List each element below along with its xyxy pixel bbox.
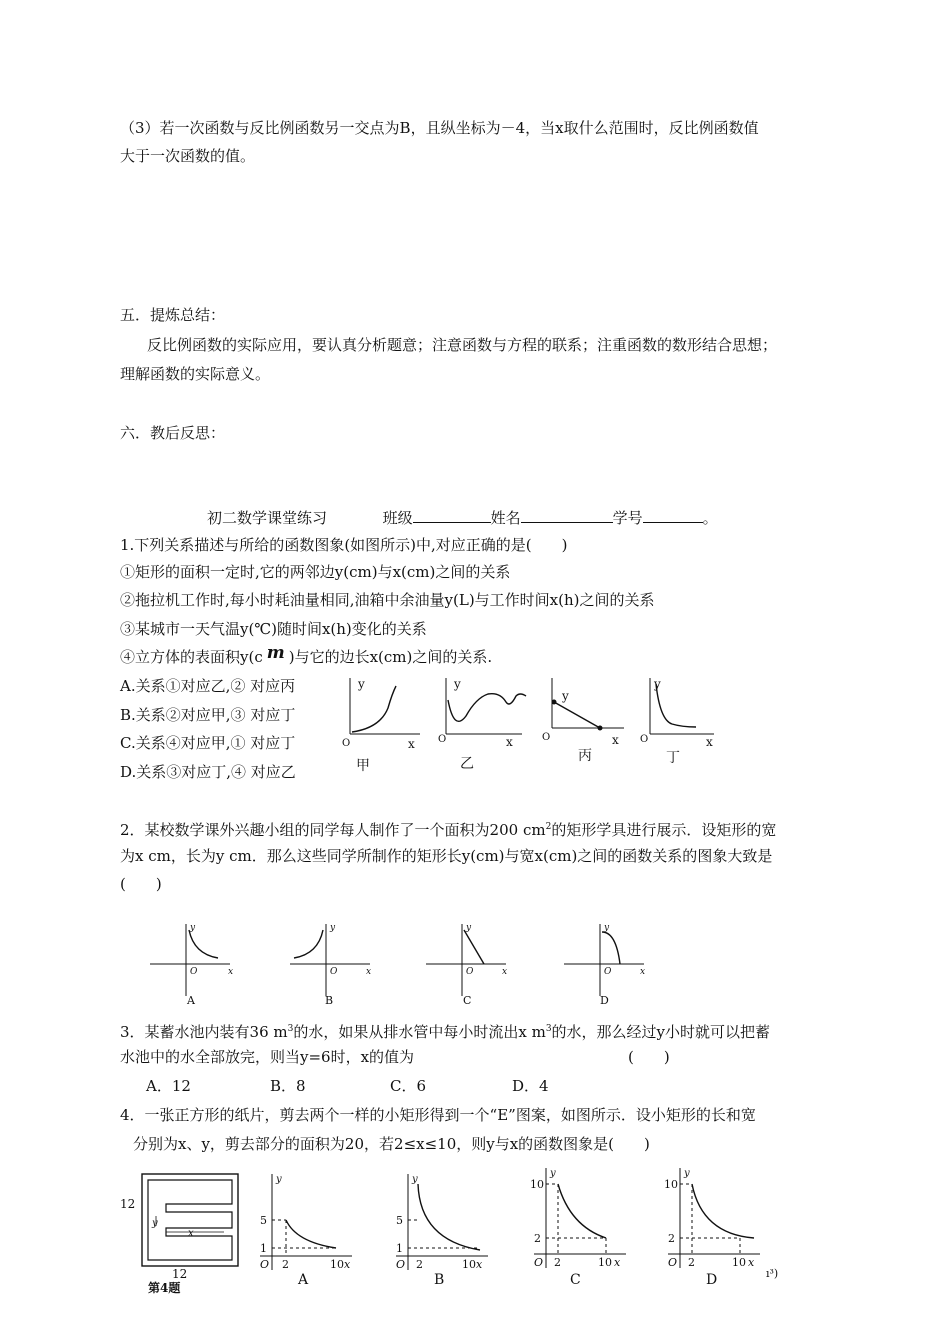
part3-line1: （3）若一次函数与反比例函数另一交点为B，且纵坐标为－4，当x取什么范围时，反比例函数值 xyxy=(120,119,759,137)
q1-item-1: ①矩形的面积一定时,它的两邻边y(cm)与x(cm)之间的关系 xyxy=(120,563,511,581)
q4-graph-a xyxy=(256,1170,356,1290)
x-dim-label: x xyxy=(188,1228,194,1239)
q4-graph-c xyxy=(530,1164,630,1290)
side-label: 12 xyxy=(120,1197,136,1211)
graph-label: 丙 xyxy=(578,748,592,764)
bottom-label: 12 xyxy=(172,1267,188,1281)
curve xyxy=(554,702,600,728)
exercise-title: 初二数学课堂练习 xyxy=(207,509,328,527)
q3-option-c[interactable]: C．6 xyxy=(390,1077,427,1095)
origin-label: O xyxy=(342,738,351,749)
section5-line2: 理解函数的实际意义。 xyxy=(120,365,271,383)
curve xyxy=(558,1184,606,1238)
q1-graph-ding xyxy=(638,672,728,772)
q1-option-d[interactable]: D.关系③对应丁,④ 对应乙 xyxy=(120,763,296,781)
q2-graph-b xyxy=(288,920,378,1006)
x-label: x xyxy=(640,967,646,977)
curve xyxy=(294,930,323,958)
y-label: y xyxy=(358,677,365,691)
origin-label: O xyxy=(330,967,338,977)
q3-paren: ( ) xyxy=(628,1048,670,1066)
id-label: 学号 xyxy=(612,509,643,527)
part3-line2: 大于一次函数的值。 xyxy=(120,147,256,165)
q3-sup1: 3 xyxy=(287,1024,294,1034)
y-label: y xyxy=(330,923,336,933)
class-blank[interactable] xyxy=(413,506,491,523)
graph-label: D xyxy=(600,994,609,1007)
curve xyxy=(448,694,526,722)
graph-label: 丁 xyxy=(666,750,680,766)
q1-item-4 xyxy=(120,643,493,667)
curve xyxy=(692,1184,754,1238)
graph-label: C xyxy=(463,994,472,1007)
q2-graph-c xyxy=(424,920,514,1006)
q2-line1-post: 的矩形学具进行展示．设矩形的宽 xyxy=(551,821,777,839)
q1-graph-jia xyxy=(338,672,428,772)
x-label: x xyxy=(476,1258,483,1271)
q4-graph-b xyxy=(392,1170,492,1290)
x-label: x xyxy=(366,967,372,977)
origin-label: O xyxy=(190,967,198,977)
q1-item-2: ②拖拉机工作时,每小时耗油量相同,油箱中余油量y(L)与工作时间x(h)之间的关系 xyxy=(120,591,655,609)
q2-line1-pre: 2．某校数学课外兴趣小组的同学每人制作了一个面积为200 cm xyxy=(120,821,546,839)
q1-option-b[interactable]: B.关系②对应甲,③ 对应丁 xyxy=(120,706,296,724)
q2-line2: 为x cm，长为y cm．那么这些同学所制作的矩形长y(cm)与宽x(cm)之间的函数关系的图象大致是 xyxy=(120,847,773,865)
graph-label: A xyxy=(187,994,195,1007)
graph-label: C xyxy=(570,1272,581,1288)
x-label: x xyxy=(506,735,513,749)
q3-line1 xyxy=(120,1019,770,1042)
tick-2-x: 2 xyxy=(688,1256,695,1269)
e-shape xyxy=(148,1180,232,1260)
graph-label: 甲 xyxy=(356,758,370,774)
tick-2: 2 xyxy=(416,1258,423,1271)
tick-10: 10 xyxy=(330,1258,344,1271)
q1-graph-bing xyxy=(540,672,640,772)
q1-graph-yi xyxy=(434,672,534,772)
curve xyxy=(418,1184,480,1250)
y-label: y xyxy=(550,1168,556,1179)
x-label: x xyxy=(228,967,234,977)
tick-5: 5 xyxy=(396,1214,403,1227)
x-label: x xyxy=(344,1258,351,1271)
q3-sup2: 3 xyxy=(545,1024,552,1034)
origin-label: O xyxy=(260,1258,270,1271)
y-label: y xyxy=(454,677,461,691)
tick-10-y: 10 xyxy=(530,1178,544,1191)
tick-10: 10 xyxy=(462,1258,476,1271)
tick-1: 1 xyxy=(396,1242,403,1255)
tick-2: 2 xyxy=(282,1258,289,1271)
y-label: y xyxy=(654,677,661,691)
curve xyxy=(286,1220,336,1248)
origin-label: O xyxy=(534,1256,544,1269)
stray-mark: ı³) xyxy=(766,1267,779,1280)
q4-line1: 4．一张正方形的纸片，剪去两个一样的小矩形得到一个“E”图案，如图所示．设小矩形的长和宽 xyxy=(120,1106,756,1124)
y-label: y xyxy=(604,923,610,933)
origin-label: O xyxy=(542,732,551,743)
y-label: y xyxy=(562,689,569,703)
end-dot xyxy=(598,726,603,731)
x-label: x xyxy=(614,1256,621,1269)
x-label: x xyxy=(612,733,619,747)
y-label: y xyxy=(466,923,472,933)
curve xyxy=(189,930,218,958)
curve xyxy=(464,930,484,964)
exercise-header xyxy=(207,506,718,528)
curve xyxy=(602,932,620,964)
q3-line2: 水池中的水全部放完，则当y=6时，x的值为 xyxy=(120,1048,415,1066)
q3-line1-mid: 的水，如果从排水管中每小时流出x m xyxy=(293,1023,546,1041)
origin-label: O xyxy=(668,1256,678,1269)
name-label: 姓名 xyxy=(490,509,521,527)
tick-2-y: 2 xyxy=(668,1232,675,1245)
q1-item4-unit: m xyxy=(266,643,285,663)
id-blank[interactable] xyxy=(643,506,703,523)
tick-10-x: 10 xyxy=(732,1256,746,1269)
graph-label: 乙 xyxy=(460,756,474,772)
q2-graph-d xyxy=(562,920,652,1006)
x-label: x xyxy=(748,1256,755,1269)
q1-item4-post: )与它的边长x(cm)之间的关系. xyxy=(288,648,493,666)
y-label: y xyxy=(190,923,196,933)
q2-line1 xyxy=(120,817,776,840)
origin-label: O xyxy=(438,734,447,745)
tick-2-y: 2 xyxy=(534,1232,541,1245)
q3-line1-post: 的水，那么经过y小时就可以把蓄 xyxy=(551,1023,771,1041)
y-label: y xyxy=(684,1168,690,1179)
q4-e-figure xyxy=(120,1170,240,1295)
origin-label: O xyxy=(396,1258,406,1271)
section5-heading: 五．提炼总结： xyxy=(120,306,226,324)
section5-line1: 反比例函数的实际应用，要认真分析题意；注意函数与方程的联系；注重函数的数形结合思想； xyxy=(147,336,778,354)
q2-graph-a xyxy=(148,920,238,1006)
q3-option-a[interactable]: A．12 xyxy=(146,1077,191,1095)
tick-5: 5 xyxy=(260,1214,267,1227)
q1-item-3: ③某城市一天气温y(℃)随时间x(h)变化的关系 xyxy=(120,620,427,638)
y-dim-label: y xyxy=(152,1218,158,1229)
curve xyxy=(352,686,396,732)
x-label: x xyxy=(706,735,713,749)
q3-option-d[interactable]: D．4 xyxy=(512,1077,549,1095)
tick-1: 1 xyxy=(260,1242,267,1255)
tick-2-x: 2 xyxy=(554,1256,561,1269)
q1-item4-pre: ④立方体的表面积y(c xyxy=(120,648,263,666)
class-label: 班级 xyxy=(382,509,413,527)
name-blank[interactable] xyxy=(521,506,613,523)
q2-line3: ( ) xyxy=(120,875,162,893)
y-label: y xyxy=(276,1174,282,1185)
figure-caption: 第4题 xyxy=(148,1281,181,1295)
tick-10-x: 10 xyxy=(598,1256,612,1269)
q2-sup: 2 xyxy=(545,822,552,832)
graph-label: D xyxy=(706,1272,718,1288)
graph-label: A xyxy=(298,1272,309,1288)
q1-option-c[interactable]: C.关系④对应甲,① 对应丁 xyxy=(120,734,296,752)
q3-option-b[interactable]: B．8 xyxy=(270,1077,306,1095)
q4-graph-d xyxy=(664,1164,764,1290)
tick-10-y: 10 xyxy=(664,1178,678,1191)
y-label: y xyxy=(412,1174,418,1185)
graph-label: B xyxy=(434,1272,445,1288)
curve xyxy=(656,684,696,727)
q4-line2: 分别为x、y，剪去部分的面积为20，若2≤x≤10，则y与x的函数图象是( ) xyxy=(133,1135,650,1153)
q1-option-a[interactable]: A.关系①对应乙,② 对应丙 xyxy=(120,677,296,695)
q3-line1-pre: 3．某蓄水池内装有36 m xyxy=(120,1023,288,1041)
section6-heading: 六．教后反思： xyxy=(120,424,226,442)
x-label: x xyxy=(408,737,415,751)
q1-stem: 1.下列关系描述与所给的函数图象(如图所示)中,对应正确的是( ) xyxy=(120,536,568,554)
origin-label: O xyxy=(640,734,649,745)
graph-label: B xyxy=(325,994,334,1007)
end-mark: 。 xyxy=(702,509,718,527)
x-label: x xyxy=(502,967,508,977)
origin-label: O xyxy=(604,967,612,977)
start-dot xyxy=(552,700,557,705)
origin-label: O xyxy=(466,967,474,977)
